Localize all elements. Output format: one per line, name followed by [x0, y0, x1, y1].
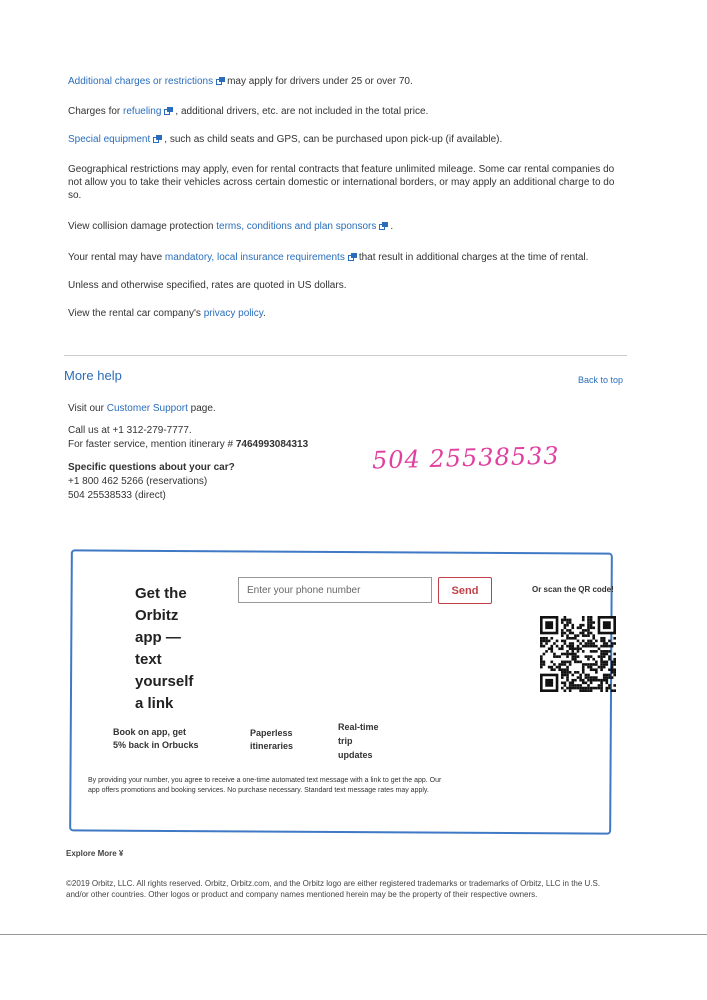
special-equipment-link[interactable]: Special equipment: [68, 134, 151, 145]
feature-line: 5% back in Orbucks: [113, 740, 199, 750]
page-edge-line: [0, 934, 707, 935]
faster-text: For faster service, mention itinerary #: [68, 439, 234, 450]
promo-title-line: text: [135, 651, 162, 668]
feature-line: Real-time: [338, 722, 379, 732]
external-link-icon: [153, 135, 162, 143]
visit-support: [68, 402, 638, 415]
additional-charges-text: may apply for drivers under 25 or over 70.: [227, 76, 413, 87]
specific-questions: Specific questions about your car?: [68, 462, 235, 473]
direct-phone: 504 25538533 (direct): [68, 490, 166, 501]
info-refueling: [68, 105, 638, 118]
promo-title: [135, 583, 235, 715]
refueling-before: Charges for: [68, 106, 121, 117]
privacy-before: View the rental car company's: [68, 308, 201, 319]
feature-realtime: [338, 720, 379, 762]
reservations-phone: +1 800 462 5266 (reservations): [68, 476, 208, 487]
feature-line: itineraries: [250, 741, 294, 751]
customer-support-link[interactable]: Customer Support: [106, 403, 188, 414]
promo-title-line: Orbitz: [135, 607, 179, 624]
special-equipment-text: , such as child seats and GPS, can be purchased upon pick-up (if available).: [164, 134, 503, 145]
refueling-link[interactable]: refueling: [123, 106, 162, 117]
feature-paperless: [250, 727, 293, 753]
info-currency: Unless and otherwise specified, rates are quoted in US dollars.: [68, 280, 347, 291]
visit-before: Visit our: [68, 403, 104, 414]
info-collision-damage: [68, 220, 638, 233]
section-divider: [64, 355, 627, 356]
external-link-icon: [164, 107, 173, 115]
insurance-before: Your rental may have: [68, 252, 163, 263]
qr-label: Or scan the QR code!: [532, 585, 614, 594]
call-us: Call us at +1 312-279-7777.: [68, 425, 192, 436]
feature-line: Book on app, get: [113, 727, 186, 737]
feature-line: Paperless: [250, 728, 293, 738]
info-geographical: Geographical restrictions may apply, even for rental contracts that feature unlimited mileage. Some car rental companies do not allow you to take their vehicles across certain domestic or international borders, or may apply an additional charge to do so.: [68, 164, 615, 201]
privacy-policy-link[interactable]: privacy policy: [203, 308, 263, 319]
promo-title-line: yourself: [135, 673, 194, 690]
itinerary-number: 7464993084313: [235, 439, 309, 450]
additional-charges-link[interactable]: Additional charges or restrictions: [68, 76, 214, 87]
promo-title-line: app —: [135, 629, 181, 646]
handwritten-note: 504 25538533: [371, 441, 560, 475]
external-link-icon: [379, 222, 388, 230]
refueling-after: , additional drivers, etc. are not included in the total price.: [175, 106, 429, 117]
feature-line: trip: [338, 736, 353, 746]
info-additional-charges: [68, 75, 638, 88]
copyright-footer: ©2019 Orbitz, LLC. All rights reserved. Orbitz, Orbitz.com, and the Orbitz logo are either registered trademarks or trademarks of Orbitz, LLC in the U.S. and/or other countries. Other logos or product and company names mentioned herein may be the property of their respective owners.: [66, 879, 601, 899]
collision-before: View collision damage protection: [68, 221, 214, 232]
back-to-top-link[interactable]: Back to top: [578, 375, 624, 385]
promo-title-line: a link: [135, 695, 174, 712]
terms-conditions-link[interactable]: terms, conditions and plan sponsors: [216, 221, 377, 232]
feature-line: updates: [338, 750, 373, 760]
qr-code-icon: [540, 613, 616, 695]
privacy-after: .: [262, 308, 266, 319]
send-button[interactable]: Send: [438, 577, 492, 604]
promo-legal-text: By providing your number, you agree to receive a one-time automated text message with a link to get the app. Our app offers promotions and booking services. No purchase necessary. Standard text message rates may apply.: [88, 777, 442, 794]
feature-orbucks: [113, 726, 199, 752]
phone-number-input[interactable]: [238, 577, 432, 603]
more-help-heading: More help: [64, 368, 122, 383]
promo-title-line: Get the: [135, 585, 187, 602]
external-link-icon: [216, 77, 225, 85]
insurance-after: that result in additional charges at the time of rental.: [358, 252, 589, 263]
external-link-icon: [348, 253, 357, 261]
insurance-requirements-link[interactable]: mandatory, local insurance requirements: [164, 252, 345, 263]
info-special-equipment: [68, 133, 638, 146]
info-insurance: [68, 251, 638, 264]
collision-after: .: [390, 221, 394, 232]
info-privacy: [68, 307, 638, 320]
explore-more-link[interactable]: Explore More ¥: [66, 849, 124, 858]
visit-after: page.: [190, 403, 216, 414]
